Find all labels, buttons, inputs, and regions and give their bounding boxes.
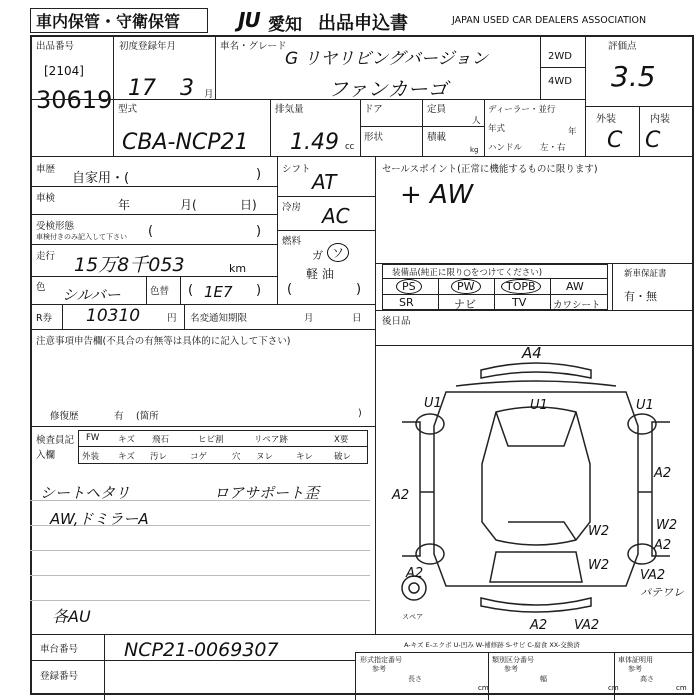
load-label: 積載 — [427, 132, 447, 143]
door-label: ドア — [364, 104, 383, 115]
displacement-unit: cc — [345, 142, 355, 152]
divider — [215, 36, 216, 99]
mileage-value: 15万8千053 — [74, 254, 185, 276]
rear-bumper — [481, 598, 591, 612]
equip-ps: PS — [396, 279, 422, 294]
lot-label: 出品番号 — [36, 41, 75, 52]
diagram-mark-w2-rear: W2 — [588, 558, 610, 573]
equip-topb: TOPB — [501, 279, 541, 294]
diagram-mark-u1-left: U1 — [424, 396, 442, 411]
divider — [540, 67, 585, 68]
divider — [494, 278, 495, 310]
displacement-label: 排気量 — [275, 104, 304, 115]
first-reg-month-unit: 月 — [204, 89, 214, 100]
inspection-label: 車検 — [36, 193, 56, 204]
divider — [355, 652, 356, 700]
divider — [30, 244, 277, 245]
type-value: CBA-NCP21 — [122, 130, 249, 155]
divider — [62, 304, 63, 329]
divider — [146, 276, 147, 304]
divider — [30, 575, 370, 576]
fuel-gas: ガ — [312, 249, 323, 262]
diagram-mark-a2-left: A2 — [392, 488, 410, 503]
divider — [585, 36, 586, 156]
after-delivery-label: 後日品 — [382, 316, 411, 327]
class-number-label: 類別区分番号 — [492, 656, 534, 664]
load-unit: kg — [470, 146, 479, 154]
first-reg-label: 初度登録年月 — [119, 41, 177, 52]
int-score-label: 内装 — [650, 114, 670, 125]
divider — [639, 106, 640, 156]
recycle-unit: 円 — [167, 313, 177, 324]
name-change-day: 日 — [352, 313, 362, 324]
ac-label: 冷房 — [282, 202, 302, 213]
grade-value: G リヤリビングバージョン — [285, 49, 489, 69]
drive-4wd: 4WD — [548, 76, 572, 87]
divider — [360, 99, 361, 156]
damage-legend: A-キズ E-エクボ U-凹み W-補修跡 S-サビ C-腐食 XX-交換済 — [404, 641, 580, 649]
divider — [382, 278, 608, 279]
divider — [375, 310, 694, 311]
fuel-diesel: 軽 油 — [306, 267, 334, 281]
height-unit: cm — [676, 684, 687, 692]
divider — [30, 156, 694, 157]
diagram-mark-a4: A4 — [522, 344, 542, 362]
handle-label: ハンドル — [488, 143, 523, 153]
form-title: 出品申込書 — [318, 13, 408, 34]
inspector-repair: リペア跡 — [254, 435, 288, 445]
receive-paren-open: ( — [148, 224, 154, 239]
class-number-ref: 参考 — [504, 665, 518, 673]
hand-note-2: AW,ドミラーA — [50, 510, 149, 528]
inspector-tobiishi: 飛石 — [152, 435, 170, 445]
fuel-paren-open: ( — [287, 282, 293, 297]
int-score-value: C — [645, 128, 661, 153]
association-en: JAPAN USED CAR DEALERS ASSOCIATION — [452, 15, 647, 26]
divider — [30, 99, 585, 100]
first-reg-month: 3 — [180, 76, 194, 101]
shift-value: AT — [312, 170, 337, 194]
color-value: シルバー — [62, 286, 121, 304]
form-number-label: 形式指定番号 — [360, 656, 402, 664]
diagram-mark-a2-right: A2 — [654, 466, 672, 481]
type-label: 型式 — [118, 104, 138, 115]
divider — [113, 36, 114, 156]
divider — [30, 600, 370, 601]
equip-aw: AW — [566, 280, 584, 293]
rear-window — [508, 522, 576, 540]
equip-navi: ナビ — [454, 298, 476, 311]
width-label: 幅 — [540, 675, 547, 683]
displacement-value: 1.49 — [290, 130, 339, 155]
repair-close: ) — [358, 408, 362, 419]
spare-tire-hub — [409, 583, 419, 593]
inspector-fw: FW — [86, 433, 100, 443]
inspection-year: 年 — [118, 198, 131, 212]
color-code-open: ( — [188, 283, 194, 298]
divider — [104, 634, 105, 700]
score-label: 評価点 — [608, 41, 637, 52]
model-year-label: 年式 — [488, 124, 506, 134]
notes-label: 注意事項申告欄(不具合の有無等は具体的に記入して下さい) — [36, 336, 291, 347]
equip-pw: PW — [451, 279, 481, 294]
divider — [78, 446, 368, 447]
divider — [30, 186, 277, 187]
registration-label: 登録番号 — [40, 671, 79, 682]
diagram-mark-va2-right: VA2 — [640, 568, 666, 583]
inspector-int-ana: 穴 — [232, 452, 241, 462]
inspector-int-kizu: キズ — [118, 452, 135, 462]
selling-points-value: + AW — [400, 180, 474, 210]
shift-label: シフト — [282, 164, 311, 175]
hand-note-3: ロアサポート歪 — [214, 484, 320, 502]
inspector-label: 検査員記入欄 — [36, 435, 75, 461]
front-bumper — [481, 363, 591, 378]
repair-value: 有 — [114, 411, 124, 422]
first-reg-year: 17 — [128, 76, 156, 101]
name-change-label: 名変通知期限 — [190, 313, 248, 324]
drive-2wd: 2WD — [548, 51, 572, 62]
body-outline — [434, 392, 638, 586]
receive-paren-close: ) — [256, 224, 262, 239]
association-name: 愛知 — [268, 15, 302, 35]
divider — [355, 652, 694, 653]
divider — [360, 126, 484, 127]
inspector-kizu: キズ — [118, 435, 135, 445]
diagram-mark-w2-right: W2 — [588, 524, 610, 539]
chassis-label: 車台番号 — [40, 644, 79, 655]
diagram-mark-a2-rear-right: A2 — [654, 538, 672, 553]
recycle-label: R券 — [36, 313, 53, 324]
handle-options: 左・右 — [540, 143, 566, 153]
divider — [30, 634, 694, 635]
inspector-int-nure: ヌレ — [256, 452, 274, 462]
model-grade-label: 車名・グレード — [220, 41, 287, 52]
diagram-mark-putty: パテワレ — [640, 586, 684, 599]
inspection-month: 月( — [180, 198, 197, 212]
divider — [484, 99, 485, 156]
fuel-gas-circled: ソ — [327, 243, 349, 262]
recycle-value: 10310 — [86, 306, 141, 326]
color-label: 色 — [36, 282, 46, 293]
equipment-label: 装備品(純正に限り○をつけてください) — [392, 268, 543, 278]
inspector-int-yogore: 汚レ — [150, 452, 168, 462]
divider — [180, 276, 181, 304]
divider — [30, 329, 375, 330]
lot-number: 30619 — [36, 86, 113, 114]
length-label: 長さ — [408, 675, 422, 683]
dealer-label: ディーラー・並行 — [488, 105, 556, 115]
ju-logo: JU — [238, 8, 260, 32]
equip-sr: SR — [399, 296, 414, 309]
diagram-mark-va2-bumper: VA2 — [574, 618, 600, 633]
mileage-label: 走行 — [36, 251, 56, 262]
selling-points-label: セールスポイント(正常に機能するものに限ります) — [382, 164, 598, 175]
divider — [30, 304, 375, 305]
model-year-unit: 年 — [568, 127, 577, 137]
divider — [375, 156, 376, 304]
divider — [30, 276, 277, 277]
divider — [277, 196, 375, 197]
length-unit: cm — [478, 684, 489, 692]
shape-label: 形状 — [364, 132, 384, 143]
divider — [438, 278, 439, 310]
body-cert-ref: 参考 — [628, 665, 642, 673]
inspector-int-kire: キレ — [296, 452, 313, 462]
color-code: 1E7 — [204, 283, 233, 301]
inspector-hibi: ヒビ割 — [198, 435, 224, 445]
ext-score-label: 外装 — [596, 114, 616, 125]
height-label: 高さ — [640, 675, 654, 683]
diagram-mark-u1-right: U1 — [636, 398, 654, 413]
storage-title: 車内保管・守衛保管 — [36, 12, 181, 31]
form-number-ref: 参考 — [372, 665, 386, 673]
windshield — [496, 412, 576, 446]
ext-score-value: C — [607, 128, 623, 153]
inspector-int-yabure: 破レ — [334, 452, 352, 462]
ac-value: AC — [322, 204, 350, 228]
lot-bracket: [2104] — [44, 64, 84, 78]
warranty-value: 有・無 — [624, 290, 657, 303]
divider — [184, 304, 185, 329]
score-value: 3.5 — [611, 60, 656, 93]
warranty-label: 新車保証書 — [624, 269, 667, 279]
history-close: ) — [256, 167, 262, 182]
receive-label: 受検形態 — [36, 221, 75, 232]
divider — [277, 230, 375, 231]
divider — [614, 652, 615, 700]
seats-label: 定員 — [427, 104, 447, 115]
divider — [488, 652, 489, 700]
cabin-outline — [482, 407, 590, 545]
equip-tv: TV — [512, 296, 527, 309]
inspection-day: 日) — [240, 198, 257, 212]
color-code-close: ) — [256, 283, 262, 298]
chassis-value: NCP21-0069307 — [124, 639, 279, 661]
inspector-int-koge: コゲ — [190, 452, 208, 462]
repair-place: (箇所 — [136, 411, 159, 422]
divider — [550, 278, 551, 310]
hand-note-1: シートヘタリ — [40, 484, 131, 502]
divider — [612, 263, 613, 310]
mileage-unit: km — [229, 262, 247, 275]
color-change-label: 色替 — [150, 286, 170, 297]
divider — [30, 660, 355, 661]
divider — [422, 99, 423, 156]
width-unit: cm — [608, 684, 619, 692]
history-label: 車歴 — [36, 164, 56, 175]
body-outline — [456, 381, 616, 386]
rear-hatch — [490, 552, 582, 582]
fuel-paren-close: ) — [356, 282, 362, 297]
inspector-x: X要 — [334, 435, 349, 445]
spare-label: スペア — [402, 613, 423, 621]
model-name-value: ファンカーゴ — [328, 77, 448, 101]
diagram-mark-w2-far-right: W2 — [656, 518, 678, 533]
name-change-month: 月 — [304, 313, 314, 324]
divider — [30, 214, 277, 215]
divider — [270, 99, 271, 156]
side-panel-right — [652, 422, 670, 556]
body-cert-label: 車体証明用 — [618, 656, 653, 664]
divider — [382, 294, 608, 295]
seats-unit: 人 — [472, 116, 481, 126]
equip-leather: カワシート — [553, 300, 601, 311]
inspector-ext-label: 外装 — [82, 452, 100, 462]
diagram-mark-a2-rear-left: A2 — [406, 566, 424, 581]
divider — [30, 550, 370, 551]
diagram-mark-a2-bumper: A2 — [530, 618, 548, 633]
history-value: 自家用・( — [72, 171, 130, 186]
divider — [30, 426, 375, 427]
fuel-label: 燃料 — [282, 236, 302, 247]
diagram-mark-u1-hood: U1 — [530, 398, 548, 413]
hand-note-4: 各AU — [52, 607, 91, 626]
repair-label: 修復歴 — [50, 411, 79, 422]
receive-note: 車検付きのみ記入して下さい — [36, 233, 127, 241]
